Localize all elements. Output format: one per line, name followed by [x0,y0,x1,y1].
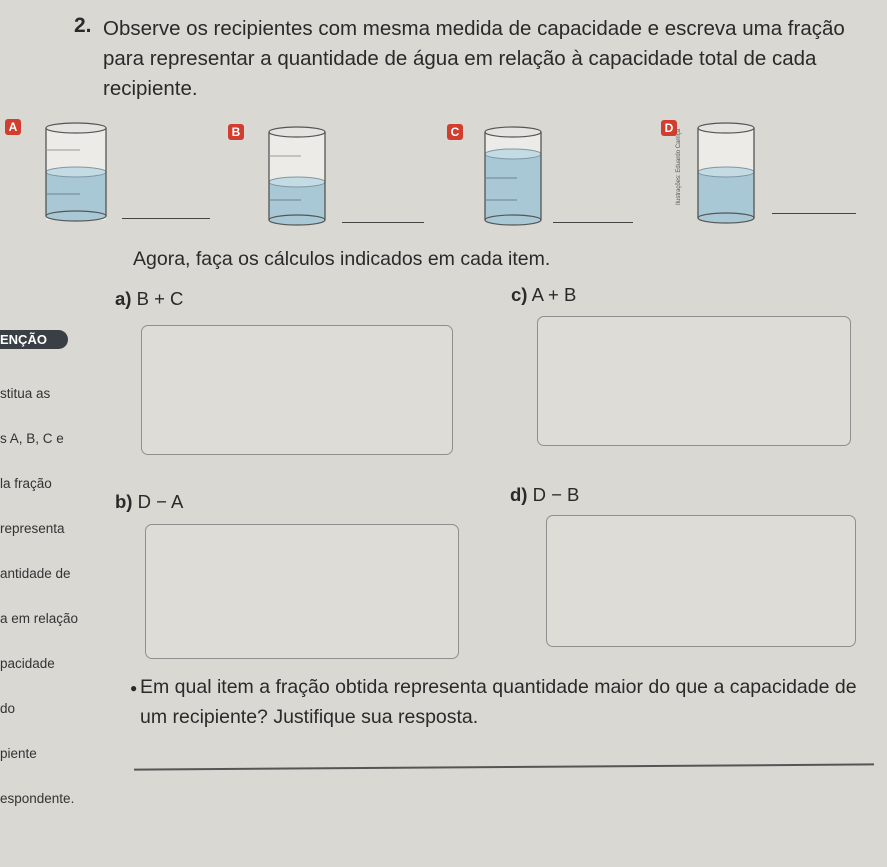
item-c-letter: c) [511,284,528,305]
sidebar-line: stitua as [0,386,51,401]
item-a-letter: a) [115,288,132,309]
question-number: 2. [74,14,92,37]
container-a-illustration [40,120,112,228]
item-b-expression: D − A [137,491,184,512]
illustration-credit: Ilustrações: Eduardo Carriça [676,128,682,205]
sidebar-line: a em relação [0,611,79,626]
item-c-label [511,284,576,306]
answer-box-a[interactable] [141,325,453,455]
question-text: Observe os recipientes com mesma medida de capacidade e escreva uma fração para representar a quantidade de água em relação à capacidade total de cada recipiente. [103,17,845,100]
answer-blank-d[interactable] [772,213,856,214]
answer-blank-a[interactable] [122,218,210,219]
answer-blank-c[interactable] [553,222,633,223]
answer-line[interactable] [134,763,874,770]
final-question: Em qual item a fração obtida representa quantidade maior do que a capacidade de um recipiente? Justifique sua resposta. [140,676,857,728]
container-d-illustration [693,118,759,226]
instruction-text: Agora, faça os cálculos indicados em cada item. [133,248,551,270]
sidebar-line: pacidade [0,656,55,671]
item-b-label [115,491,183,513]
sidebar-line: antidade de [0,566,71,581]
container-b-illustration [265,124,329,228]
sidebar-text [0,356,78,821]
sidebar-line: espondente. [0,791,75,806]
sidebar-line: piente [0,746,37,761]
answer-box-d[interactable] [546,515,856,647]
item-b-letter: b) [115,491,133,512]
sidebar-line: do [0,701,16,716]
sidebar-line: representa [0,521,65,536]
answer-box-c[interactable] [537,316,851,446]
container-label-b: B [228,124,244,140]
container-label-c: C [447,124,463,140]
item-a-label [115,288,183,310]
container-label-a: A [5,119,21,135]
container-c-illustration [481,124,545,228]
container-label-d: D [661,120,677,136]
answer-blank-b[interactable] [342,222,424,223]
sidebar-line: la fração [0,476,52,491]
item-d-letter: d) [510,484,528,505]
item-c-expression: A + B [531,284,577,305]
item-d-expression: D − B [532,484,580,505]
sidebar-line: s A, B, C e [0,431,64,446]
bullet-icon: ● [130,681,138,695]
sidebar-tab: ENÇÃO [0,330,68,349]
item-d-label [510,484,579,506]
answer-box-b[interactable] [145,524,459,659]
item-a-expression: B + C [136,288,184,309]
